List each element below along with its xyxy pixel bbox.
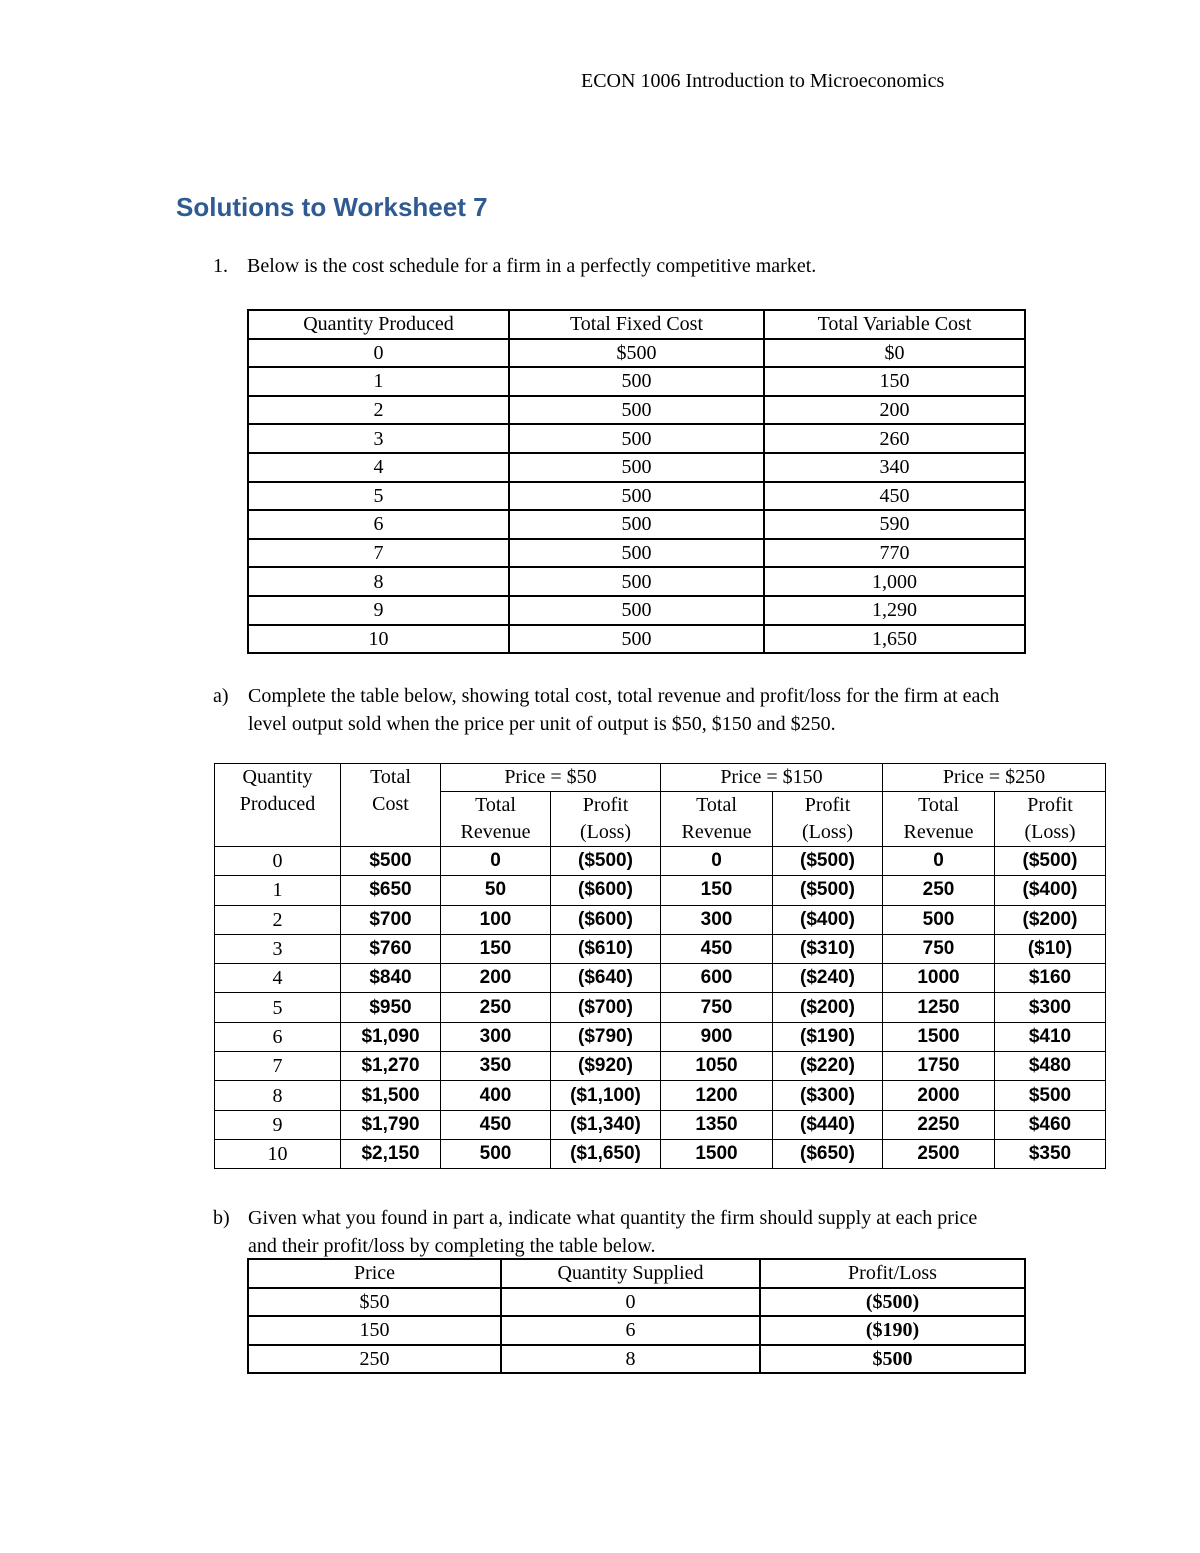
table-row <box>215 905 1106 934</box>
table-cell: 600 <box>661 964 773 993</box>
table-cell: $500 <box>760 1345 1025 1374</box>
table-cell: ($200) <box>773 993 883 1022</box>
part-a <box>213 682 1033 738</box>
table-cell: 1000 <box>883 964 995 993</box>
table-row <box>248 367 1025 396</box>
table-cell: 250 <box>441 993 551 1022</box>
header-price-150: Price = $150 <box>661 764 883 792</box>
header-profit-loss: Profit (Loss) <box>551 792 661 847</box>
table-cell: 1 <box>215 876 341 905</box>
table-row <box>248 396 1025 425</box>
table-row <box>215 1022 1106 1051</box>
table-cell: 300 <box>661 905 773 934</box>
table-cell: ($190) <box>760 1316 1025 1345</box>
table-cell: 300 <box>441 1022 551 1051</box>
revenue-profit-table <box>214 763 1106 1169</box>
table-cell: ($400) <box>773 905 883 934</box>
table-cell: 5 <box>215 993 341 1022</box>
column-header: Total Fixed Cost <box>509 310 764 339</box>
table-cell: 10 <box>215 1139 341 1168</box>
table-cell: 500 <box>509 453 764 482</box>
table-cell: 500 <box>509 510 764 539</box>
table-cell: ($300) <box>773 1081 883 1110</box>
table-cell: 0 <box>501 1288 760 1317</box>
table-cell: 2500 <box>883 1139 995 1168</box>
table-cell: $950 <box>341 993 441 1022</box>
part-a-label: a) <box>213 685 229 707</box>
table-cell: 750 <box>661 993 773 1022</box>
table-row <box>248 453 1025 482</box>
table-cell: 1,000 <box>764 567 1025 596</box>
page-title: Solutions to Worksheet 7 <box>176 192 488 222</box>
table-cell: ($190) <box>773 1022 883 1051</box>
cost-schedule-table <box>247 309 1026 654</box>
table-cell: 6 <box>501 1316 760 1345</box>
part-b-text: Given what you found in part a, indicate what quantity the firm should supply at each price and their profit/loss by completing the table below. <box>248 1207 978 1257</box>
table-cell: 3 <box>215 934 341 963</box>
table-cell: $460 <box>995 1110 1106 1139</box>
table-cell: 7 <box>215 1052 341 1081</box>
table-cell: 0 <box>661 847 773 876</box>
table-cell: $500 <box>995 1081 1106 1110</box>
table-row <box>215 993 1106 1022</box>
table-cell: $350 <box>995 1139 1106 1168</box>
table-cell: ($200) <box>995 905 1106 934</box>
table-cell: 2 <box>215 905 341 934</box>
table-cell: $2,150 <box>341 1139 441 1168</box>
table-header-row <box>248 310 1025 339</box>
table-cell: ($790) <box>551 1022 661 1051</box>
table-row <box>215 876 1106 905</box>
table-cell: $500 <box>509 339 764 368</box>
table-cell: 0 <box>215 847 341 876</box>
header-quantity-produced: Quantity Produced <box>215 764 341 847</box>
table-cell: 10 <box>248 625 509 654</box>
table-cell: 500 <box>509 367 764 396</box>
table-cell: $650 <box>341 876 441 905</box>
part-a-text: Complete the table below, showing total cost, total revenue and profit/loss for the firm at each level output sold when the price per unit of output is $50, $150 and $250. <box>248 685 1000 735</box>
table-cell: ($700) <box>551 993 661 1022</box>
table-cell: 5 <box>248 482 509 511</box>
table-cell: ($10) <box>995 934 1106 963</box>
table-cell: 450 <box>441 1110 551 1139</box>
table-cell: $300 <box>995 993 1106 1022</box>
table-cell: 0 <box>441 847 551 876</box>
column-header: Total Variable Cost <box>764 310 1025 339</box>
table-cell: ($440) <box>773 1110 883 1139</box>
table-cell: 50 <box>441 876 551 905</box>
table-row <box>248 567 1025 596</box>
table-cell: 3 <box>248 424 509 453</box>
header-profit-loss: Profit (Loss) <box>995 792 1106 847</box>
table-cell: 2000 <box>883 1081 995 1110</box>
table-cell: 450 <box>661 934 773 963</box>
table-cell: 4 <box>215 964 341 993</box>
table-cell: ($500) <box>773 847 883 876</box>
table-cell: 350 <box>441 1052 551 1081</box>
table-cell: $0 <box>764 339 1025 368</box>
table-cell: $410 <box>995 1022 1106 1051</box>
table-cell: 1,650 <box>764 625 1025 654</box>
part-b <box>213 1204 1003 1260</box>
table-cell: 8 <box>501 1345 760 1374</box>
table-cell: 200 <box>764 396 1025 425</box>
table-cell: 250 <box>248 1345 501 1374</box>
table-cell: 4 <box>248 453 509 482</box>
table-cell: ($500) <box>551 847 661 876</box>
table-cell: 340 <box>764 453 1025 482</box>
table-cell: 150 <box>661 876 773 905</box>
page-header: ECON 1006 Introduction to Microeconomics <box>581 70 945 92</box>
table-cell: 500 <box>509 567 764 596</box>
table-row <box>215 1052 1106 1081</box>
table-cell: $840 <box>341 964 441 993</box>
header-total-cost: Total Cost <box>341 764 441 847</box>
table-cell: 6 <box>248 510 509 539</box>
table-row <box>248 482 1025 511</box>
table-cell: 150 <box>764 367 1025 396</box>
table-cell: 1750 <box>883 1052 995 1081</box>
table-cell: ($310) <box>773 934 883 963</box>
table-cell: $760 <box>341 934 441 963</box>
table-cell: 750 <box>883 934 995 963</box>
table-cell: 500 <box>509 424 764 453</box>
table-cell: ($400) <box>995 876 1106 905</box>
table-cell: 6 <box>215 1022 341 1051</box>
table-cell: 150 <box>248 1316 501 1345</box>
table-cell: $700 <box>341 905 441 934</box>
header-total-revenue: Total Revenue <box>883 792 995 847</box>
table-row <box>248 510 1025 539</box>
question-number: 1. <box>213 255 228 277</box>
table-row <box>248 539 1025 568</box>
question-text: Below is the cost schedule for a firm in a perfectly competitive market. <box>247 255 817 277</box>
supply-table <box>247 1258 1026 1374</box>
table-cell: 2250 <box>883 1110 995 1139</box>
table-cell: 500 <box>509 396 764 425</box>
table-cell: 0 <box>248 339 509 368</box>
column-header: Profit/Loss <box>760 1259 1025 1288</box>
table-cell: 8 <box>248 567 509 596</box>
table-cell: 1250 <box>883 993 995 1022</box>
table-cell: ($920) <box>551 1052 661 1081</box>
table-row <box>215 1139 1106 1168</box>
table-cell: 9 <box>215 1110 341 1139</box>
table-row <box>248 625 1025 654</box>
table-cell: ($1,340) <box>551 1110 661 1139</box>
table-cell: 590 <box>764 510 1025 539</box>
table-cell: 2 <box>248 396 509 425</box>
table-cell: ($610) <box>551 934 661 963</box>
table-cell: 1,290 <box>764 596 1025 625</box>
table-cell: $1,270 <box>341 1052 441 1081</box>
column-header: Quantity Supplied <box>501 1259 760 1288</box>
table-row <box>215 934 1106 963</box>
table-cell: ($600) <box>551 905 661 934</box>
table-cell: ($1,100) <box>551 1081 661 1110</box>
table-cell: ($650) <box>773 1139 883 1168</box>
table-cell: 770 <box>764 539 1025 568</box>
table-cell: ($1,650) <box>551 1139 661 1168</box>
table-cell: ($240) <box>773 964 883 993</box>
table-row <box>248 1345 1025 1374</box>
table-cell: 400 <box>441 1081 551 1110</box>
table-cell: 500 <box>509 596 764 625</box>
table-row <box>215 847 1106 876</box>
table-cell: 500 <box>509 625 764 654</box>
table-row <box>215 1110 1106 1139</box>
table-cell: 1500 <box>883 1022 995 1051</box>
table-cell: 0 <box>883 847 995 876</box>
table-cell: 500 <box>509 482 764 511</box>
header-profit-loss: Profit (Loss) <box>773 792 883 847</box>
column-header: Quantity Produced <box>248 310 509 339</box>
table-cell: ($640) <box>551 964 661 993</box>
table-cell: 250 <box>883 876 995 905</box>
table-cell: 900 <box>661 1022 773 1051</box>
table-cell: $480 <box>995 1052 1106 1081</box>
header-price-250: Price = $250 <box>883 764 1106 792</box>
table-row <box>248 339 1025 368</box>
table-row <box>248 424 1025 453</box>
table-cell: ($600) <box>551 876 661 905</box>
table-header-row <box>248 1259 1025 1288</box>
table-cell: $500 <box>341 847 441 876</box>
header-total-revenue: Total Revenue <box>441 792 551 847</box>
table-cell: 100 <box>441 905 551 934</box>
table-cell: 1350 <box>661 1110 773 1139</box>
table-cell: ($500) <box>773 876 883 905</box>
table-row <box>248 1288 1025 1317</box>
table-cell: 1200 <box>661 1081 773 1110</box>
table-cell: 1050 <box>661 1052 773 1081</box>
table-cell: 500 <box>509 539 764 568</box>
table-cell: 260 <box>764 424 1025 453</box>
table-cell: 1500 <box>661 1139 773 1168</box>
table-cell: ($500) <box>760 1288 1025 1317</box>
table-cell: 9 <box>248 596 509 625</box>
table-cell: ($500) <box>995 847 1106 876</box>
table-cell: $160 <box>995 964 1106 993</box>
table-cell: 8 <box>215 1081 341 1110</box>
table-cell: 500 <box>441 1139 551 1168</box>
table-cell: ($220) <box>773 1052 883 1081</box>
table-cell: 1 <box>248 367 509 396</box>
table-cell: 500 <box>883 905 995 934</box>
table-cell: $50 <box>248 1288 501 1317</box>
header-total-revenue: Total Revenue <box>661 792 773 847</box>
table-cell: $1,790 <box>341 1110 441 1139</box>
table-cell: 200 <box>441 964 551 993</box>
header-price-50: Price = $50 <box>441 764 661 792</box>
table-row <box>215 1081 1106 1110</box>
table-cell: 150 <box>441 934 551 963</box>
part-b-label: b) <box>213 1207 230 1229</box>
table-cell: 7 <box>248 539 509 568</box>
table-row <box>248 596 1025 625</box>
table-cell: 450 <box>764 482 1025 511</box>
column-header: Price <box>248 1259 501 1288</box>
table-row <box>215 964 1106 993</box>
question-1 <box>213 255 816 278</box>
table-row <box>248 1316 1025 1345</box>
table-cell: $1,500 <box>341 1081 441 1110</box>
table-cell: $1,090 <box>341 1022 441 1051</box>
